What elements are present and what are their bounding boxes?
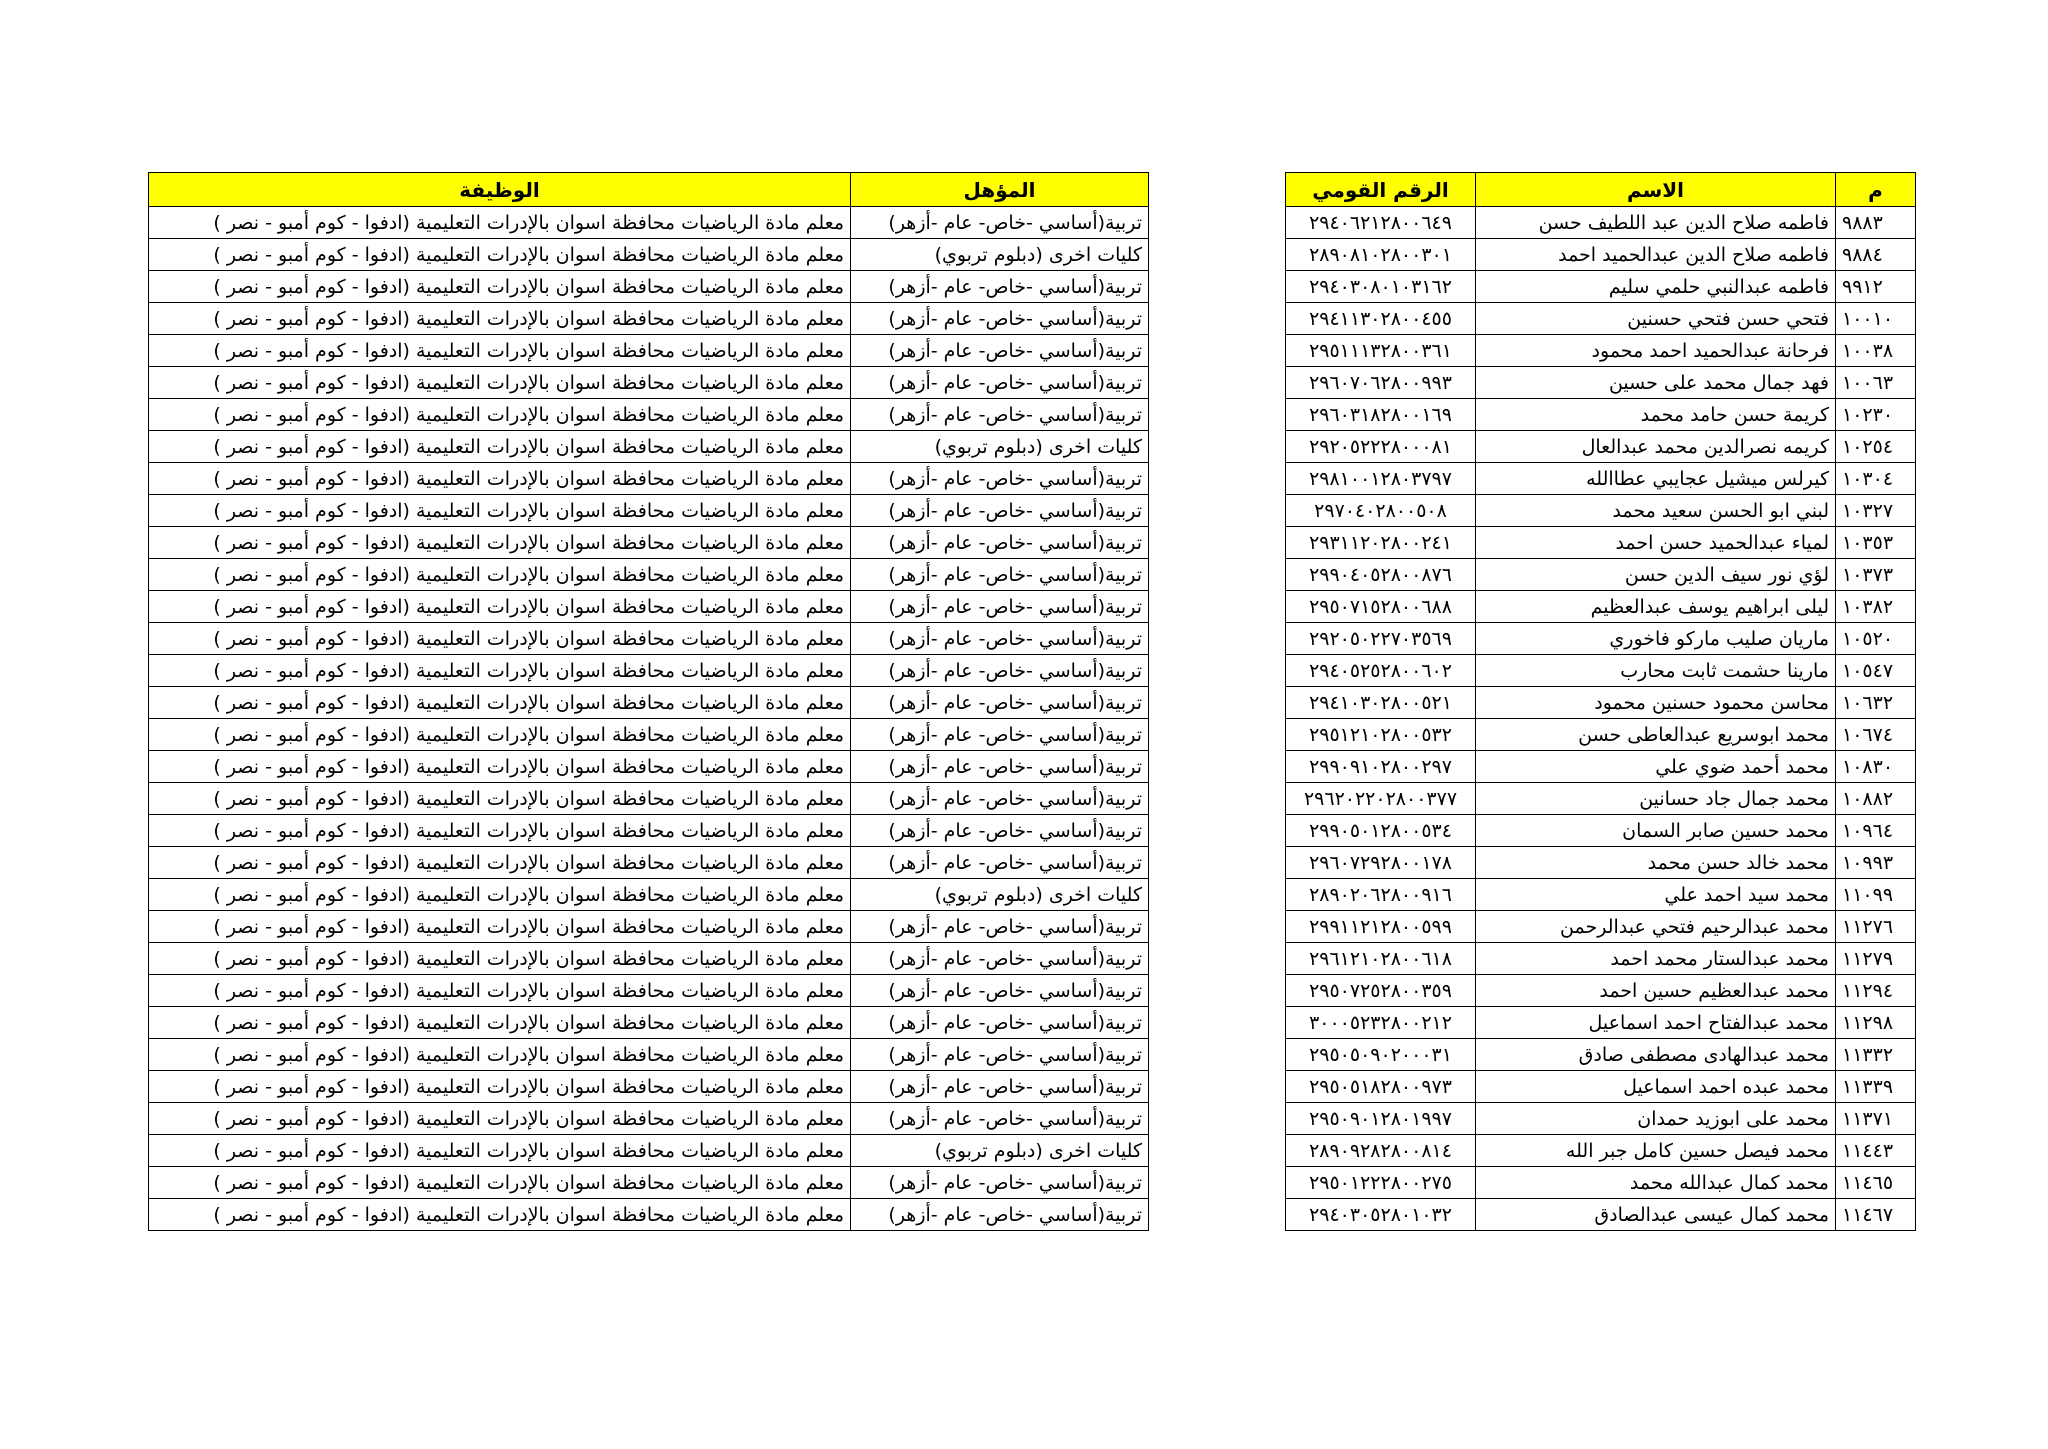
table-row xyxy=(1286,719,1916,751)
row-number-cell: ١٠٥٤٧ xyxy=(1836,655,1916,687)
table-row xyxy=(149,303,1149,335)
table-row xyxy=(149,783,1149,815)
national-id-cell: ٢٩٥٠٩٠١٢٨٠١٩٩٧ xyxy=(1286,1103,1476,1135)
national-id-cell: ٢٨٩٠٩٢٨٢٨٠٠٨١٤ xyxy=(1286,1135,1476,1167)
national-id-cell: ٢٩٥٠٥١٨٢٨٠٠٩٧٣ xyxy=(1286,1071,1476,1103)
qualification-cell: تربية(أساسي -خاص- عام -أزهر) xyxy=(851,847,1149,879)
qualification-cell: تربية(أساسي -خاص- عام -أزهر) xyxy=(851,975,1149,1007)
table-row xyxy=(1286,975,1916,1007)
job-cell: معلم مادة الرياضيات محافظة اسوان بالإدرات التعليمية (ادفوا - كوم أمبو - نصر ) xyxy=(149,239,851,271)
national-id-cell: ٢٩٤١١٣٠٢٨٠٠٤٥٥ xyxy=(1286,303,1476,335)
job-cell: معلم مادة الرياضيات محافظة اسوان بالإدرات التعليمية (ادفوا - كوم أمبو - نصر ) xyxy=(149,1199,851,1231)
national-id-cell: ٣٠٠٠٥٢٣٢٨٠٠٢١٢ xyxy=(1286,1007,1476,1039)
job-cell: معلم مادة الرياضيات محافظة اسوان بالإدرات التعليمية (ادفوا - كوم أمبو - نصر ) xyxy=(149,783,851,815)
table-row xyxy=(1286,399,1916,431)
qualification-cell: تربية(أساسي -خاص- عام -أزهر) xyxy=(851,1167,1149,1199)
name-cell: محمد عبدالفتاح احمد اسماعيل xyxy=(1476,1007,1836,1039)
table-row xyxy=(1286,783,1916,815)
table-row xyxy=(1286,367,1916,399)
job-cell: معلم مادة الرياضيات محافظة اسوان بالإدرات التعليمية (ادفوا - كوم أمبو - نصر ) xyxy=(149,591,851,623)
national-id-cell: ٢٩٦١٢١٠٢٨٠٠٦١٨ xyxy=(1286,943,1476,975)
national-id-cell: ٢٩٩١١٢١٢٨٠٠٥٩٩ xyxy=(1286,911,1476,943)
table-row xyxy=(149,591,1149,623)
national-id-cell: ٢٩٦٢٠٢٢٠٢٨٠٠٣٧٧ xyxy=(1286,783,1476,815)
national-id-cell: ٢٩٢٠٥٢٢٢٨٠٠٠٨١ xyxy=(1286,431,1476,463)
job-cell: معلم مادة الرياضيات محافظة اسوان بالإدرات التعليمية (ادفوا - كوم أمبو - نصر ) xyxy=(149,943,851,975)
job-cell: معلم مادة الرياضيات محافظة اسوان بالإدرات التعليمية (ادفوا - كوم أمبو - نصر ) xyxy=(149,399,851,431)
table-row xyxy=(149,879,1149,911)
qualification-cell: تربية(أساسي -خاص- عام -أزهر) xyxy=(851,591,1149,623)
qualification-cell: كليات اخرى (دبلوم تربوي) xyxy=(851,431,1149,463)
row-number-cell: ١١٢٧٦ xyxy=(1836,911,1916,943)
national-id-cell: ٢٩٩٠٩١٠٢٨٠٠٢٩٧ xyxy=(1286,751,1476,783)
name-cell: محمد عبده احمد اسماعيل xyxy=(1476,1071,1836,1103)
table-row xyxy=(1286,1199,1916,1231)
national-id-cell: ٢٩٩٠٥٠١٢٨٠٠٥٣٤ xyxy=(1286,815,1476,847)
row-number-cell: ١١٠٩٩ xyxy=(1836,879,1916,911)
job-cell: معلم مادة الرياضيات محافظة اسوان بالإدرات التعليمية (ادفوا - كوم أمبو - نصر ) xyxy=(149,495,851,527)
name-cell: محمد أحمد ضوي علي xyxy=(1476,751,1836,783)
table-row xyxy=(1286,271,1916,303)
job-cell: معلم مادة الرياضيات محافظة اسوان بالإدرات التعليمية (ادفوا - كوم أمبو - نصر ) xyxy=(149,335,851,367)
qualification-cell: تربية(أساسي -خاص- عام -أزهر) xyxy=(851,271,1149,303)
table-row xyxy=(149,719,1149,751)
table-row xyxy=(149,399,1149,431)
name-cell: كريمة حسن حامد محمد xyxy=(1476,399,1836,431)
table-row xyxy=(1286,559,1916,591)
qualification-cell: تربية(أساسي -خاص- عام -أزهر) xyxy=(851,815,1149,847)
qualification-cell: تربية(أساسي -خاص- عام -أزهر) xyxy=(851,335,1149,367)
job-cell: معلم مادة الرياضيات محافظة اسوان بالإدرات التعليمية (ادفوا - كوم أمبو - نصر ) xyxy=(149,655,851,687)
name-cell: محمد على ابوزيد حمدان xyxy=(1476,1103,1836,1135)
national-id-cell: ٢٩٤٠٦٢١٢٨٠٠٦٤٩ xyxy=(1286,207,1476,239)
table-row xyxy=(149,1103,1149,1135)
row-number-cell: ١٠٣٨٢ xyxy=(1836,591,1916,623)
table-row xyxy=(149,655,1149,687)
table-row xyxy=(149,207,1149,239)
name-cell: محمد جمال جاد حسانين xyxy=(1476,783,1836,815)
name-cell: محمد سيد احمد علي xyxy=(1476,879,1836,911)
name-cell: كريمه نصرالدين محمد عبدالعال xyxy=(1476,431,1836,463)
job-cell: معلم مادة الرياضيات محافظة اسوان بالإدرات التعليمية (ادفوا - كوم أمبو - نصر ) xyxy=(149,463,851,495)
table-row xyxy=(149,239,1149,271)
row-number-cell: ١١٢٩٤ xyxy=(1836,975,1916,1007)
job-cell: معلم مادة الرياضيات محافظة اسوان بالإدرات التعليمية (ادفوا - كوم أمبو - نصر ) xyxy=(149,527,851,559)
table-row xyxy=(1286,815,1916,847)
qualification-cell: تربية(أساسي -خاص- عام -أزهر) xyxy=(851,1007,1149,1039)
image-fold-gap xyxy=(1148,172,1285,1260)
row-number-cell: ١٠٨٣٠ xyxy=(1836,751,1916,783)
name-cell: مارينا حشمت ثابت محارب xyxy=(1476,655,1836,687)
row-number-cell: ٩٨٨٤ xyxy=(1836,239,1916,271)
header-name: الاسم xyxy=(1476,173,1836,207)
qualification-cell: تربية(أساسي -خاص- عام -أزهر) xyxy=(851,495,1149,527)
table-row xyxy=(1286,751,1916,783)
row-number-cell: ١٠٢٥٤ xyxy=(1836,431,1916,463)
row-number-cell: ١٠٩٩٣ xyxy=(1836,847,1916,879)
national-id-cell: ٢٩٥٠٥٠٩٠٢٠٠٠٣١ xyxy=(1286,1039,1476,1071)
table-row xyxy=(149,1135,1149,1167)
job-cell: معلم مادة الرياضيات محافظة اسوان بالإدرات التعليمية (ادفوا - كوم أمبو - نصر ) xyxy=(149,1071,851,1103)
name-cell: محمد كمال عبدالله محمد xyxy=(1476,1167,1836,1199)
row-number-cell: ٩٩١٢ xyxy=(1836,271,1916,303)
table-row xyxy=(1286,911,1916,943)
table-row xyxy=(149,623,1149,655)
table-row xyxy=(1286,495,1916,527)
name-cell: لبني ابو الحسن سعيد محمد xyxy=(1476,495,1836,527)
job-cell: معلم مادة الرياضيات محافظة اسوان بالإدرات التعليمية (ادفوا - كوم أمبو - نصر ) xyxy=(149,303,851,335)
table-row xyxy=(1286,303,1916,335)
table-row xyxy=(1286,655,1916,687)
job-cell: معلم مادة الرياضيات محافظة اسوان بالإدرات التعليمية (ادفوا - كوم أمبو - نصر ) xyxy=(149,911,851,943)
qualification-cell: تربية(أساسي -خاص- عام -أزهر) xyxy=(851,303,1149,335)
row-number-cell: ١٠٢٣٠ xyxy=(1836,399,1916,431)
table-row xyxy=(1286,1039,1916,1071)
job-cell: معلم مادة الرياضيات محافظة اسوان بالإدرات التعليمية (ادفوا - كوم أمبو - نصر ) xyxy=(149,1135,851,1167)
table-row xyxy=(149,1071,1149,1103)
name-cell: فهد جمال محمد على حسين xyxy=(1476,367,1836,399)
qualification-cell: تربية(أساسي -خاص- عام -أزهر) xyxy=(851,1103,1149,1135)
qualification-cell: تربية(أساسي -خاص- عام -أزهر) xyxy=(851,719,1149,751)
table-row xyxy=(149,495,1149,527)
name-cell: محمد عبدالهادى مصطفى صادق xyxy=(1476,1039,1836,1071)
name-cell: فاطمه عبدالنبي حلمي سليم xyxy=(1476,271,1836,303)
table-row xyxy=(1286,239,1916,271)
qualification-cell: تربية(أساسي -خاص- عام -أزهر) xyxy=(851,559,1149,591)
job-cell: معلم مادة الرياضيات محافظة اسوان بالإدرات التعليمية (ادفوا - كوم أمبو - نصر ) xyxy=(149,879,851,911)
row-number-cell: ١٠٦٧٤ xyxy=(1836,719,1916,751)
national-id-cell: ٢٩٦٠٧٢٩٢٨٠٠١٧٨ xyxy=(1286,847,1476,879)
job-cell: معلم مادة الرياضيات محافظة اسوان بالإدرات التعليمية (ادفوا - كوم أمبو - نصر ) xyxy=(149,719,851,751)
row-number-cell: ١٠٠١٠ xyxy=(1836,303,1916,335)
qualification-cell: تربية(أساسي -خاص- عام -أزهر) xyxy=(851,911,1149,943)
table-row xyxy=(1286,527,1916,559)
table-row xyxy=(149,335,1149,367)
job-cell: معلم مادة الرياضيات محافظة اسوان بالإدرات التعليمية (ادفوا - كوم أمبو - نصر ) xyxy=(149,367,851,399)
table-row xyxy=(149,559,1149,591)
row-number-cell: ١٠٠٦٣ xyxy=(1836,367,1916,399)
name-cell: محمد عبدالستار محمد احمد xyxy=(1476,943,1836,975)
national-id-cell: ٢٩٥٠٧١٥٢٨٠٠٦٨٨ xyxy=(1286,591,1476,623)
row-number-cell: ١١٣٣٩ xyxy=(1836,1071,1916,1103)
row-number-cell: ٩٨٨٣ xyxy=(1836,207,1916,239)
name-cell: فاطمه صلاح الدين عبد اللطيف حسن xyxy=(1476,207,1836,239)
row-number-cell: ١٠٩٦٤ xyxy=(1836,815,1916,847)
row-number-cell: ١١٢٧٩ xyxy=(1836,943,1916,975)
row-number-cell: ١٠٣٠٤ xyxy=(1836,463,1916,495)
table-row xyxy=(149,1167,1149,1199)
qualification-cell: تربية(أساسي -خاص- عام -أزهر) xyxy=(851,623,1149,655)
job-cell: معلم مادة الرياضيات محافظة اسوان بالإدرات التعليمية (ادفوا - كوم أمبو - نصر ) xyxy=(149,1039,851,1071)
table-row xyxy=(149,271,1149,303)
national-id-cell: ٢٩٧٠٤٠٢٨٠٠٥٠٨ xyxy=(1286,495,1476,527)
name-cell: محمد ابوسريع عبدالعاطى حسن xyxy=(1476,719,1836,751)
table-row xyxy=(149,815,1149,847)
qualification-cell: كليات اخرى (دبلوم تربوي) xyxy=(851,879,1149,911)
table-row xyxy=(1286,1071,1916,1103)
name-cell: محمد حسين صابر السمان xyxy=(1476,815,1836,847)
job-cell: معلم مادة الرياضيات محافظة اسوان بالإدرات التعليمية (ادفوا - كوم أمبو - نصر ) xyxy=(149,271,851,303)
header-qualification: المؤهل xyxy=(851,173,1149,207)
name-cell: ليلى ابراهيم يوسف عبدالعظيم xyxy=(1476,591,1836,623)
national-id-cell: ٢٩٦٠٣١٨٢٨٠٠١٦٩ xyxy=(1286,399,1476,431)
table-row xyxy=(1286,1167,1916,1199)
name-cell: لمياء عبدالحميد حسن احمد xyxy=(1476,527,1836,559)
header-row xyxy=(149,173,1149,207)
table-row xyxy=(1286,431,1916,463)
national-id-cell: ٢٩٨١٠٠١٢٨٠٣٧٩٧ xyxy=(1286,463,1476,495)
qualification-cell: تربية(أساسي -خاص- عام -أزهر) xyxy=(851,943,1149,975)
job-cell: معلم مادة الرياضيات محافظة اسوان بالإدرات التعليمية (ادفوا - كوم أمبو - نصر ) xyxy=(149,847,851,879)
qualification-cell: تربية(أساسي -خاص- عام -أزهر) xyxy=(851,655,1149,687)
header-m: م xyxy=(1836,173,1916,207)
table-row xyxy=(149,367,1149,399)
national-id-cell: ٢٩٤١٠٣٠٢٨٠٠٥٢١ xyxy=(1286,687,1476,719)
qualification-cell: تربية(أساسي -خاص- عام -أزهر) xyxy=(851,527,1149,559)
job-cell: معلم مادة الرياضيات محافظة اسوان بالإدرات التعليمية (ادفوا - كوم أمبو - نصر ) xyxy=(149,751,851,783)
national-id-cell: ٢٩٥٠١٢٢٢٨٠٠٢٧٥ xyxy=(1286,1167,1476,1199)
row-number-cell: ١٠٦٣٢ xyxy=(1836,687,1916,719)
national-id-cell: ٢٩٥١٢١٠٢٨٠٠٥٣٢ xyxy=(1286,719,1476,751)
national-id-cell: ٢٩٩٠٤٠٥٢٨٠٠٨٧٦ xyxy=(1286,559,1476,591)
qualification-cell: تربية(أساسي -خاص- عام -أزهر) xyxy=(851,1071,1149,1103)
row-number-cell: ١٠٨٨٢ xyxy=(1836,783,1916,815)
header-row xyxy=(1286,173,1916,207)
name-cell: لؤي نور سيف الدين حسن xyxy=(1476,559,1836,591)
job-cell: معلم مادة الرياضيات محافظة اسوان بالإدرات التعليمية (ادفوا - كوم أمبو - نصر ) xyxy=(149,559,851,591)
name-cell: فاطمه صلاح الدين عبدالحميد احمد xyxy=(1476,239,1836,271)
name-cell: ماريان صليب ماركو فاخوري xyxy=(1476,623,1836,655)
name-cell: محاسن محمود حسنين محمود xyxy=(1476,687,1836,719)
qualification-cell: تربية(أساسي -خاص- عام -أزهر) xyxy=(851,463,1149,495)
table-row xyxy=(1286,463,1916,495)
job-cell: معلم مادة الرياضيات محافظة اسوان بالإدرات التعليمية (ادفوا - كوم أمبو - نصر ) xyxy=(149,687,851,719)
row-number-cell: ١٠٣٧٣ xyxy=(1836,559,1916,591)
row-number-cell: ١٠٠٣٨ xyxy=(1836,335,1916,367)
table-row xyxy=(149,751,1149,783)
qualification-cell: تربية(أساسي -خاص- عام -أزهر) xyxy=(851,687,1149,719)
job-cell: معلم مادة الرياضيات محافظة اسوان بالإدرات التعليمية (ادفوا - كوم أمبو - نصر ) xyxy=(149,1007,851,1039)
table-row xyxy=(149,431,1149,463)
row-number-cell: ١١٤٦٥ xyxy=(1836,1167,1916,1199)
table-row xyxy=(149,975,1149,1007)
national-id-cell: ٢٩٥١١١٣٢٨٠٠٣٦١ xyxy=(1286,335,1476,367)
qualification-cell: تربية(أساسي -خاص- عام -أزهر) xyxy=(851,367,1149,399)
national-id-cell: ٢٩٤٠٣٠٥٢٨٠١٠٣٢ xyxy=(1286,1199,1476,1231)
row-number-cell: ١١٢٩٨ xyxy=(1836,1007,1916,1039)
job-cell: معلم مادة الرياضيات محافظة اسوان بالإدرات التعليمية (ادفوا - كوم أمبو - نصر ) xyxy=(149,975,851,1007)
name-cell: كيرلس ميشيل عجايبي عطاالله xyxy=(1476,463,1836,495)
job-cell: معلم مادة الرياضيات محافظة اسوان بالإدرات التعليمية (ادفوا - كوم أمبو - نصر ) xyxy=(149,815,851,847)
name-cell: محمد عبدالعظيم حسين احمد xyxy=(1476,975,1836,1007)
qualification-cell: تربية(أساسي -خاص- عام -أزهر) xyxy=(851,751,1149,783)
table-row xyxy=(1286,943,1916,975)
job-cell: معلم مادة الرياضيات محافظة اسوان بالإدرات التعليمية (ادفوا - كوم أمبو - نصر ) xyxy=(149,431,851,463)
row-number-cell: ١١٤٦٧ xyxy=(1836,1199,1916,1231)
national-id-cell: ٢٩٤٠٣٠٨٠١٠٣١٦٢ xyxy=(1286,271,1476,303)
table-row xyxy=(149,943,1149,975)
row-number-cell: ١١٤٤٣ xyxy=(1836,1135,1916,1167)
qualification-cell: كليات اخرى (دبلوم تربوي) xyxy=(851,1135,1149,1167)
name-cell: محمد فيصل حسين كامل جبر الله xyxy=(1476,1135,1836,1167)
candidates-table-right xyxy=(1285,172,1916,1231)
job-cell: معلم مادة الرياضيات محافظة اسوان بالإدرات التعليمية (ادفوا - كوم أمبو - نصر ) xyxy=(149,1103,851,1135)
header-job: الوظيفة xyxy=(149,173,851,207)
national-id-cell: ٢٨٩٠٢٠٦٢٨٠٠٩١٦ xyxy=(1286,879,1476,911)
qualification-cell: تربية(أساسي -خاص- عام -أزهر) xyxy=(851,783,1149,815)
table-row xyxy=(1286,847,1916,879)
table-row xyxy=(149,463,1149,495)
table-row xyxy=(1286,335,1916,367)
table-row xyxy=(149,847,1149,879)
candidates-table-left xyxy=(148,172,1149,1231)
table-row xyxy=(149,1199,1149,1231)
table-row xyxy=(1286,687,1916,719)
qualification-cell: تربية(أساسي -خاص- عام -أزهر) xyxy=(851,399,1149,431)
job-cell: معلم مادة الرياضيات محافظة اسوان بالإدرات التعليمية (ادفوا - كوم أمبو - نصر ) xyxy=(149,1167,851,1199)
row-number-cell: ١٠٣٥٣ xyxy=(1836,527,1916,559)
table-row xyxy=(1286,207,1916,239)
table-row xyxy=(1286,1103,1916,1135)
qualification-cell: تربية(أساسي -خاص- عام -أزهر) xyxy=(851,1199,1149,1231)
national-id-cell: ٢٩٤٠٥٢٥٢٨٠٠٦٠٢ xyxy=(1286,655,1476,687)
table-row xyxy=(149,1007,1149,1039)
national-id-cell: ٢٩٢٠٥٠٢٢٧٠٣٥٦٩ xyxy=(1286,623,1476,655)
qualification-cell: تربية(أساسي -خاص- عام -أزهر) xyxy=(851,1039,1149,1071)
name-cell: فرحانة عبدالحميد احمد محمود xyxy=(1476,335,1836,367)
row-number-cell: ١١٣٧١ xyxy=(1836,1103,1916,1135)
name-cell: محمد عبدالرحيم فتحي عبدالرحمن xyxy=(1476,911,1836,943)
name-cell: فتحي حسن فتحي حسنين xyxy=(1476,303,1836,335)
national-id-cell: ٢٩٣١١٢٠٢٨٠٠٢٤١ xyxy=(1286,527,1476,559)
table-row xyxy=(1286,1007,1916,1039)
job-cell: معلم مادة الرياضيات محافظة اسوان بالإدرات التعليمية (ادفوا - كوم أمبو - نصر ) xyxy=(149,623,851,655)
name-cell: محمد كمال عيسى عبدالصادق xyxy=(1476,1199,1836,1231)
table-row xyxy=(1286,1135,1916,1167)
row-number-cell: ١٠٥٢٠ xyxy=(1836,623,1916,655)
table-row xyxy=(1286,623,1916,655)
job-cell: معلم مادة الرياضيات محافظة اسوان بالإدرات التعليمية (ادفوا - كوم أمبو - نصر ) xyxy=(149,207,851,239)
table-row xyxy=(1286,591,1916,623)
table-row xyxy=(149,687,1149,719)
table-row xyxy=(149,911,1149,943)
qualification-cell: كليات اخرى (دبلوم تربوي) xyxy=(851,239,1149,271)
national-id-cell: ٢٨٩٠٨١٠٢٨٠٠٣٠١ xyxy=(1286,239,1476,271)
header-national-id: الرقم القومي xyxy=(1286,173,1476,207)
table-row xyxy=(149,527,1149,559)
table-row xyxy=(149,1039,1149,1071)
qualification-cell: تربية(أساسي -خاص- عام -أزهر) xyxy=(851,207,1149,239)
row-number-cell: ١٠٣٢٧ xyxy=(1836,495,1916,527)
table-row xyxy=(1286,879,1916,911)
row-number-cell: ١١٣٣٢ xyxy=(1836,1039,1916,1071)
national-id-cell: ٢٩٥٠٧٢٥٢٨٠٠٣٥٩ xyxy=(1286,975,1476,1007)
national-id-cell: ٢٩٦٠٧٠٦٢٨٠٠٩٩٣ xyxy=(1286,367,1476,399)
name-cell: محمد خالد حسن محمد xyxy=(1476,847,1836,879)
